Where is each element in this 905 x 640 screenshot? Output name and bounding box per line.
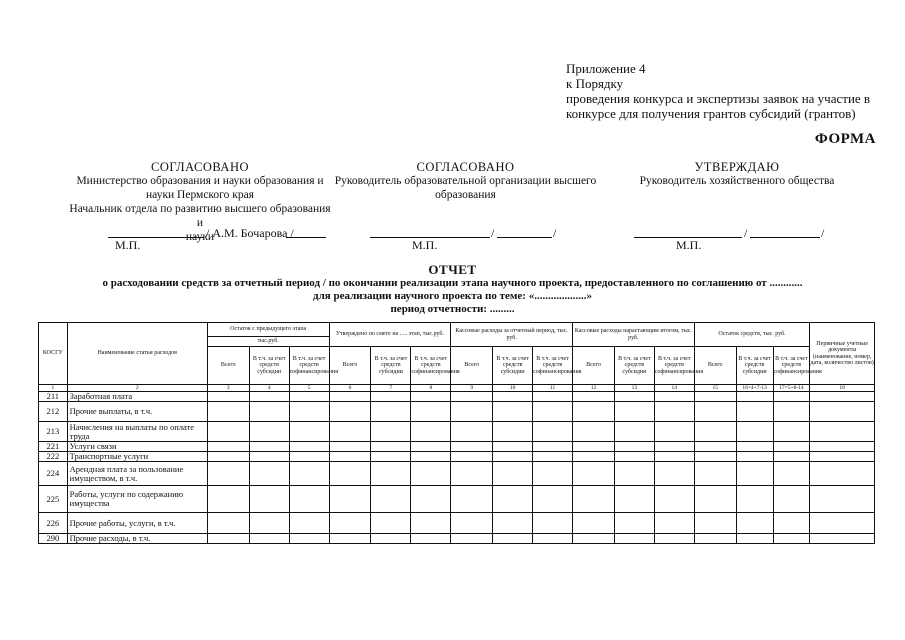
row-value-cell[interactable] [493,402,533,422]
header-group-approved: Утверждено по смете на ..... этап, тыс.руб. [329,323,451,347]
table-row [39,402,875,422]
table-row [39,392,875,402]
row-value-cell[interactable] [654,486,694,513]
row-value-cell[interactable] [773,486,810,513]
column-number: 11 [533,385,573,392]
sub-total: Всего [329,347,371,385]
header-group-previous-balance [207,323,329,337]
row-value-cell[interactable] [614,422,654,442]
row-value-cell[interactable] [249,402,289,422]
center-line-1: Руководитель образовательной организации высшего [334,175,597,187]
row-value-cell[interactable] [289,392,329,402]
row-value-cell[interactable] [371,422,411,442]
column-number: 4 [249,385,289,392]
row-value-cell[interactable] [329,513,371,534]
row-value-cell[interactable] [773,422,810,442]
row-value-cell[interactable] [207,534,249,544]
row-value-cell[interactable] [736,486,773,513]
row-value-cell[interactable] [289,462,329,486]
sub-cofinancing: В т.ч. за счет средств софинансирования [773,347,810,385]
left-line-4: науки [185,231,215,243]
left-heading: СОГЛАСОВАНО [150,160,250,174]
sub-subsidy: В т.ч. за счет средств субсидии [493,347,533,385]
row-value-cell[interactable] [614,402,654,422]
sub-total: Всего [694,347,736,385]
row-value-cell[interactable] [736,392,773,402]
center-line-2: образования [435,189,496,201]
row-value-cell[interactable] [493,442,533,452]
row-value-cell[interactable] [411,422,451,442]
row-value-cell[interactable] [573,392,615,402]
row-value-cell[interactable] [493,392,533,402]
report-line-2: для реализации научного проекта по теме: «...................» [313,290,592,302]
row-value-cell[interactable] [773,402,810,422]
appendix-line-4: конкурсе для получения грантов субсидий (грантов) [566,106,856,121]
column-number: 18 [810,385,875,392]
table-row [39,462,875,486]
right-heading: УТВЕРЖДАЮ [694,160,780,174]
left-line-3: Начальник отдела по развитию высшего образования и [69,203,331,229]
row-value-cell[interactable] [371,534,411,544]
expense-report-table [38,322,875,544]
row-kosgu-code: 290 [39,534,68,544]
row-value-cell[interactable] [329,462,371,486]
row-value-cell[interactable] [810,442,875,452]
row-value-cell[interactable] [810,486,875,513]
row-value-cell[interactable] [736,513,773,534]
column-number: 7 [371,385,411,392]
row-value-cell[interactable] [694,462,736,486]
row-value-cell[interactable] [289,513,329,534]
center-heading: СОГЛАСОВАНО [416,160,515,174]
report-title: ОТЧЕТ [428,262,477,277]
row-value-cell[interactable] [329,486,371,513]
row-value-cell[interactable] [773,452,810,462]
row-value-cell[interactable] [451,392,493,402]
row-value-cell[interactable] [533,402,573,422]
row-value-cell[interactable] [371,452,411,462]
row-kosgu-code: 211 [39,392,68,402]
row-value-cell[interactable] [614,486,654,513]
row-value-cell[interactable] [207,513,249,534]
row-value-cell[interactable] [493,486,533,513]
row-value-cell[interactable] [249,534,289,544]
appendix-line-1: Приложение 4 [566,61,646,76]
row-value-cell[interactable] [451,534,493,544]
row-value-cell[interactable] [411,402,451,422]
sub-subsidy: В т.ч. за счет средств субсидии [736,347,773,385]
signature-block-right [632,160,842,188]
header-group-previous-balance-title: Остаток с предыдущего этапа [230,326,307,333]
column-number: 8 [411,385,451,392]
row-value-cell[interactable] [493,513,533,534]
row-expense-name: Арендная плата за пользование имуществом, в т.ч. [67,462,207,486]
row-value-cell[interactable] [207,462,249,486]
row-value-cell[interactable] [289,452,329,462]
row-kosgu-code: 222 [39,452,68,462]
row-value-cell[interactable] [694,392,736,402]
row-value-cell[interactable] [573,442,615,452]
row-value-cell[interactable] [810,392,875,402]
column-number: 13 [614,385,654,392]
table-row [39,534,875,544]
header-group-cumulative: Кассовые расходы нарастающим итогом, тыс. руб. [573,323,695,347]
signature-block-left [65,160,335,244]
header-primary-documents: Первичные учетные документы (наименование, номер, дата, количество листов) [810,323,875,385]
row-value-cell[interactable] [207,422,249,442]
row-value-cell[interactable] [289,442,329,452]
column-number: 2 [67,385,207,392]
row-value-cell[interactable] [654,392,694,402]
row-value-cell[interactable] [493,452,533,462]
row-value-cell[interactable] [451,462,493,486]
row-kosgu-code: 212 [39,402,68,422]
row-value-cell[interactable] [654,452,694,462]
row-value-cell[interactable] [207,452,249,462]
header-expense-name: Наименование статьи расходов [67,323,207,385]
column-number: 9 [451,385,493,392]
form-label: ФОРМА [814,131,876,147]
right-slash-1: / [744,226,748,240]
row-value-cell[interactable] [533,442,573,452]
row-value-cell[interactable] [614,534,654,544]
row-value-cell[interactable] [329,422,371,442]
table-row [39,452,875,462]
row-value-cell[interactable] [451,402,493,422]
row-value-cell[interactable] [654,442,694,452]
row-value-cell[interactable] [694,534,736,544]
left-signature-name: / А.М. Бочарова / [206,226,294,240]
row-value-cell[interactable] [773,534,810,544]
row-value-cell[interactable] [573,422,615,442]
center-slash-1: / [491,226,495,240]
row-value-cell[interactable] [289,486,329,513]
row-expense-name: Прочие расходы, в т.ч. [67,534,207,544]
row-value-cell[interactable] [493,462,533,486]
row-value-cell[interactable] [249,452,289,462]
center-slash-2: / [553,226,557,240]
row-value-cell[interactable] [810,534,875,544]
row-kosgu-code: 226 [39,513,68,534]
row-value-cell[interactable] [371,513,411,534]
row-value-cell[interactable] [371,402,411,422]
row-value-cell[interactable] [654,513,694,534]
row-value-cell[interactable] [533,534,573,544]
appendix-block [566,61,886,121]
report-line-3: период отчетности: ......... [390,303,515,315]
appendix-line-3: проведения конкурса и экспертизы заявок на участие в [566,91,871,106]
row-value-cell[interactable] [736,452,773,462]
row-value-cell[interactable] [773,392,810,402]
column-number: 1 [39,385,68,392]
row-value-cell[interactable] [451,452,493,462]
row-value-cell[interactable] [654,422,694,442]
row-value-cell[interactable] [371,486,411,513]
row-value-cell[interactable] [371,442,411,452]
row-value-cell[interactable] [694,422,736,442]
row-value-cell[interactable] [493,422,533,442]
row-value-cell[interactable] [773,462,810,486]
row-value-cell[interactable] [654,462,694,486]
row-value-cell[interactable] [614,392,654,402]
header-group-cash-expenses: Кассовые расходы за отчетный период, тыс. руб. [451,323,573,347]
right-signature-line-2 [750,237,820,238]
table-row [39,422,875,442]
row-expense-name: Работы, услуги по содержанию имущества [67,486,207,513]
row-value-cell[interactable] [694,402,736,422]
row-value-cell[interactable] [654,534,694,544]
report-line-1: о расходовании средств за отчетный период / по окончании реализации этапа научного проекта, предоставленного по соглашению от ............ [102,277,803,289]
row-value-cell[interactable] [451,422,493,442]
row-expense-name: Начисления на выплаты по оплате труда [67,422,207,442]
row-value-cell[interactable] [736,442,773,452]
column-number-row [39,385,875,392]
row-value-cell[interactable] [573,534,615,544]
row-value-cell[interactable] [810,422,875,442]
row-value-cell[interactable] [614,513,654,534]
row-value-cell[interactable] [289,402,329,422]
table-header-row-1 [39,323,875,337]
column-number: 17=5+8-14 [773,385,810,392]
row-value-cell[interactable] [411,486,451,513]
row-value-cell[interactable] [810,462,875,486]
row-value-cell[interactable] [694,513,736,534]
header-kosgu: КОСГУ [39,323,68,385]
sub-total: Всего [573,347,615,385]
row-value-cell[interactable] [573,452,615,462]
row-expense-name: Транспортные услуги [67,452,207,462]
row-value-cell[interactable] [810,513,875,534]
column-number: 15 [694,385,736,392]
sub-cofinancing: В т.ч. за счет средств софинансирования [411,347,451,385]
center-stamp-label: М.П. [412,238,438,252]
row-value-cell[interactable] [289,422,329,442]
row-value-cell[interactable] [249,442,289,452]
center-signature-line-2 [497,237,552,238]
row-value-cell[interactable] [451,486,493,513]
column-number: 12 [573,385,615,392]
row-value-cell[interactable] [249,486,289,513]
row-expense-name: Услуги связи [67,442,207,452]
row-value-cell[interactable] [411,462,451,486]
row-value-cell[interactable] [207,442,249,452]
row-value-cell[interactable] [694,452,736,462]
right-stamp-label: М.П. [676,238,702,252]
row-value-cell[interactable] [736,422,773,442]
row-value-cell[interactable] [493,534,533,544]
row-value-cell[interactable] [371,392,411,402]
sub-subsidy: В т.ч. за счет средств субсидии [614,347,654,385]
row-value-cell[interactable] [533,452,573,462]
column-number: 3 [207,385,249,392]
right-slash-2: / [821,226,825,240]
row-value-cell[interactable] [533,422,573,442]
table-row [39,442,875,452]
row-value-cell[interactable] [533,392,573,402]
row-kosgu-code: 225 [39,486,68,513]
column-number: 10 [493,385,533,392]
row-value-cell[interactable] [614,452,654,462]
row-value-cell[interactable] [533,513,573,534]
header-previous-balance-unit: тыс.руб. [207,337,329,347]
row-value-cell[interactable] [207,392,249,402]
row-value-cell[interactable] [329,402,371,422]
row-value-cell[interactable] [573,513,615,534]
row-value-cell[interactable] [329,534,371,544]
column-number: 16=4+7-13 [736,385,773,392]
sub-cofinancing: В т.ч. за счет средств софинансирования [654,347,694,385]
left-line-2: науки Пермского края [146,189,254,201]
row-value-cell[interactable] [533,462,573,486]
right-line-1: Руководитель хозяйственного общества [639,175,835,187]
row-value-cell[interactable] [411,513,451,534]
sub-cofinancing: В т.ч. за счет средств софинансирования [289,347,329,385]
sub-subsidy: В т.ч. за счет средств субсидии [249,347,289,385]
row-expense-name: Заработная плата [67,392,207,402]
row-value-cell[interactable] [249,392,289,402]
row-value-cell[interactable] [773,442,810,452]
row-value-cell[interactable] [249,462,289,486]
row-value-cell[interactable] [573,462,615,486]
row-value-cell[interactable] [411,534,451,544]
row-value-cell[interactable] [329,392,371,402]
row-value-cell[interactable] [533,486,573,513]
row-value-cell[interactable] [451,513,493,534]
row-value-cell[interactable] [736,462,773,486]
column-number: 6 [329,385,371,392]
row-kosgu-code: 213 [39,422,68,442]
row-value-cell[interactable] [573,402,615,422]
row-value-cell[interactable] [411,392,451,402]
row-value-cell[interactable] [249,422,289,442]
row-value-cell[interactable] [810,452,875,462]
signature-block-center [333,160,598,202]
row-value-cell[interactable] [694,442,736,452]
left-stamp-label: М.П. [115,238,141,252]
sub-total: Всего [451,347,493,385]
row-value-cell[interactable] [773,513,810,534]
row-expense-name: Прочие работы, услуги, в т.ч. [67,513,207,534]
row-value-cell[interactable] [411,452,451,462]
sub-subsidy: В т.ч. за счет средств субсидии [371,347,411,385]
row-kosgu-code: 221 [39,442,68,452]
table-row [39,513,875,534]
row-value-cell[interactable] [736,534,773,544]
row-value-cell[interactable] [614,442,654,452]
left-signature-tail-line [286,237,326,238]
left-line-1: Министерство образования и науки образования и [76,175,324,187]
appendix-line-2: к Порядку [566,76,624,91]
column-number: 5 [289,385,329,392]
row-value-cell[interactable] [371,462,411,486]
header-group-remaining: Остаток средств, тыс. руб. [694,323,810,347]
row-value-cell[interactable] [451,442,493,452]
sub-cofinancing: В т.ч. за счет средств софинансирования [533,347,573,385]
row-value-cell[interactable] [411,442,451,452]
row-value-cell[interactable] [207,486,249,513]
row-value-cell[interactable] [207,402,249,422]
row-value-cell[interactable] [573,486,615,513]
row-value-cell[interactable] [736,402,773,422]
row-kosgu-code: 224 [39,462,68,486]
row-value-cell[interactable] [694,486,736,513]
sub-total: Всего [207,347,249,385]
row-value-cell[interactable] [810,402,875,422]
column-number: 14 [654,385,694,392]
row-value-cell[interactable] [329,442,371,452]
row-value-cell[interactable] [249,513,289,534]
row-value-cell[interactable] [329,452,371,462]
row-value-cell[interactable] [289,534,329,544]
row-expense-name: Прочие выплаты, в т.ч. [67,402,207,422]
row-value-cell[interactable] [654,402,694,422]
row-value-cell[interactable] [614,462,654,486]
table-row [39,486,875,513]
